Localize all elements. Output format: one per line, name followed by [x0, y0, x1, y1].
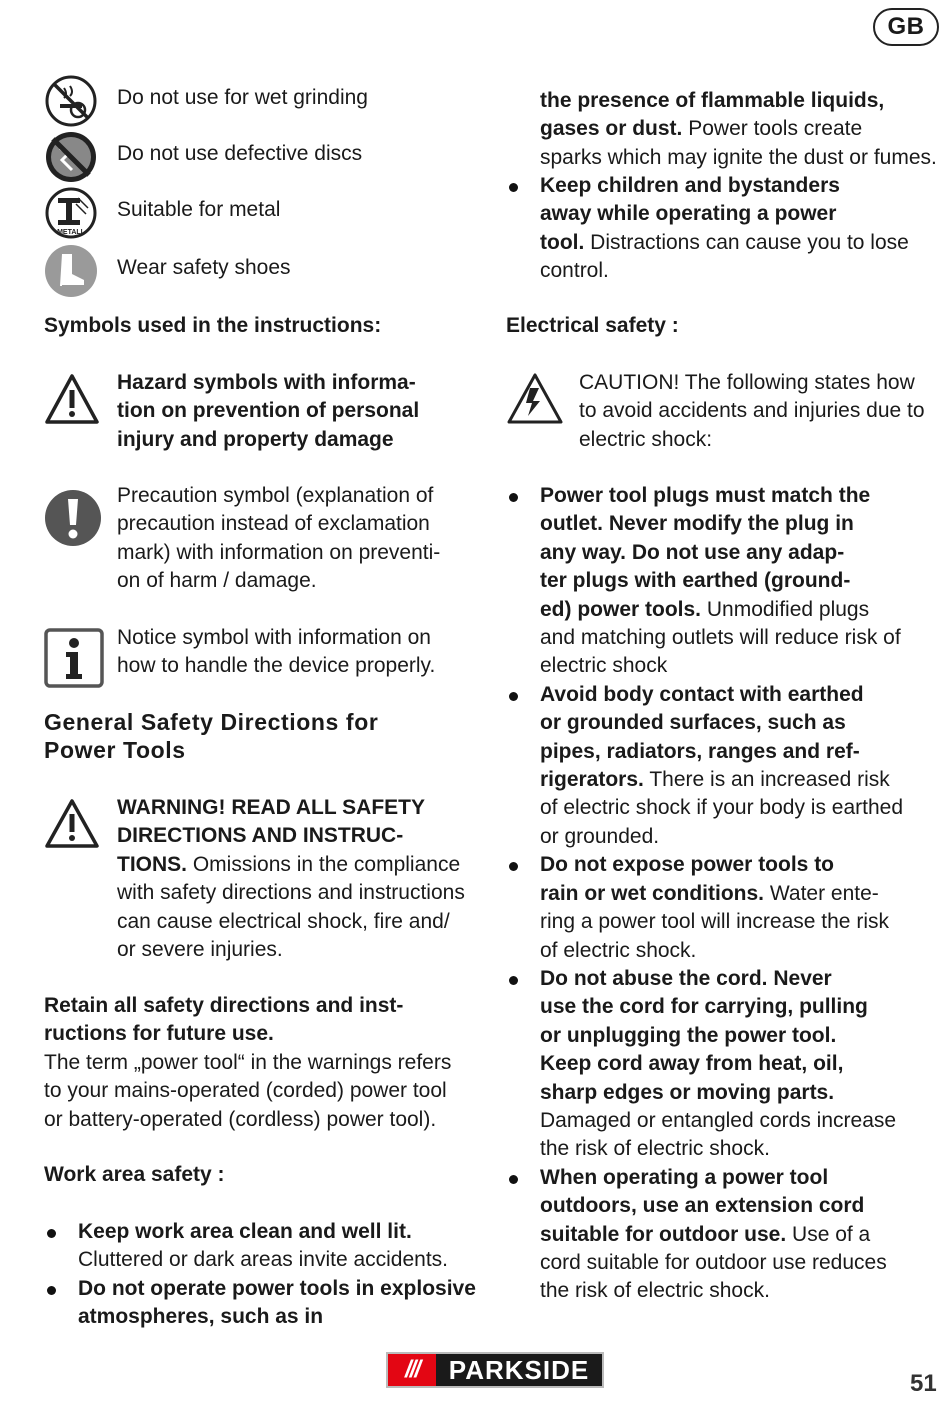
symbol-row-wet-grinding: [44, 74, 484, 130]
text-span: Unmodified plugs: [701, 597, 870, 621]
text-line: ructions for future use.: [44, 1022, 274, 1046]
text-line: Power tool plugs must match the: [540, 484, 871, 507]
text-line: or unplugging the power tool.: [540, 1023, 837, 1047]
bold-span: Do not operate power tools in explosive atmospheres, such as in: [78, 1276, 476, 1329]
text-line: of electric shock if your body is earthed: [540, 796, 904, 820]
hazard-description: Hazard symbols with informa- tion on prevention of personal injury and property damage: [117, 371, 420, 451]
precaution-description: [117, 482, 440, 596]
bold-span: TIONS.: [117, 852, 188, 876]
text-line: WARNING! READ ALL SAFETY: [117, 796, 425, 819]
bullet-icon: [509, 493, 518, 502]
bold-span: suitable for outdoor use.: [540, 1222, 787, 1246]
text-span: Distractions can cause you to lose: [584, 230, 909, 254]
text-line: the presence of flammable liquids,: [540, 89, 885, 112]
text-line: [540, 229, 950, 257]
precaution-exclamation-icon: [44, 489, 102, 547]
logo-stripes: ///: [404, 1356, 419, 1383]
text-span: Omissions in the compliance: [187, 852, 461, 876]
text-line: ring a power tool will increase the risk: [540, 910, 889, 934]
text-line: electric shock: [540, 654, 668, 678]
text-line: outdoors, use an extension cord: [540, 1194, 865, 1218]
safety-shoes-icon: [44, 244, 98, 298]
work-area-list: [44, 1218, 484, 1332]
list-item: [506, 965, 950, 1164]
text-span: There is an increased risk: [643, 768, 890, 792]
text-line: Retain all safety directions and inst-: [44, 994, 404, 1017]
language-badge: GB: [873, 8, 939, 46]
bold-span: gases or dust.: [540, 117, 683, 141]
text-line: to avoid accidents and injuries due to: [579, 399, 925, 423]
text-line: or severe injuries.: [117, 938, 283, 962]
text-line: [540, 596, 950, 624]
text-line: to your mains-operated (corded) power tool: [44, 1079, 447, 1103]
text-line: Avoid body contact with earthed: [540, 682, 864, 706]
text-line: sparks which may ignite the dust or fumes.: [540, 145, 937, 169]
page-number: 51: [910, 1370, 937, 1397]
text-line: [540, 766, 950, 794]
text-line: outlet. Never modify the plug in: [540, 512, 854, 536]
text-line: precaution instead of exclamation: [117, 512, 430, 536]
text-line: or grounded.: [540, 824, 660, 848]
heading-line: General Safety Directions for: [44, 709, 379, 735]
notice-description: [117, 624, 435, 681]
list-item: [44, 1275, 484, 1332]
electrical-safety-heading: Electrical safety :: [506, 314, 679, 337]
flammable-continuation: [540, 87, 950, 172]
text-line: electric shock:: [579, 427, 713, 451]
symbol-label: Do not use defective discs: [117, 142, 363, 165]
metal-icon-text: METALL: [57, 229, 85, 236]
text-line: Do not expose power tools to: [540, 853, 835, 877]
text-line: use the cord for carrying, pulling: [540, 995, 868, 1019]
symbol-label: Do not use for wet grinding: [117, 86, 368, 109]
text-line: or grounded surfaces, such as: [540, 711, 846, 735]
text-line: Precaution symbol (explanation of: [117, 484, 434, 507]
text-line: and matching outlets will reduce risk of: [540, 626, 901, 650]
text-line: The term „power tool“ in the warnings refers: [44, 1051, 452, 1074]
bullet-icon: [509, 976, 518, 985]
heading-line: Power Tools: [44, 737, 186, 764]
bullet-icon: [509, 862, 518, 871]
symbols-heading: Symbols used in the instructions:: [44, 314, 382, 337]
text-line: cord suitable for outdoor use reduces: [540, 1250, 887, 1274]
text-line: Keep children and bystanders: [540, 174, 840, 197]
logo-text: PARKSIDE: [436, 1354, 602, 1386]
bullet-icon: [509, 692, 518, 701]
hazard-warning-icon: [44, 372, 100, 428]
text-line: of electric shock.: [540, 938, 697, 962]
text-line: can cause electrical shock, fire and/: [117, 909, 450, 933]
list-item: [506, 482, 950, 681]
list-item: [506, 1164, 950, 1306]
list-item: [506, 681, 950, 851]
text-span: Cluttered or dark areas invite accidents.: [78, 1248, 449, 1272]
bold-span: ed) power tools.: [540, 597, 702, 621]
symbol-row-safety-shoes: [44, 244, 484, 300]
retain-instructions: [44, 992, 403, 1049]
text-line: sharp edges or moving parts.: [540, 1080, 835, 1104]
text-line: with safety directions and instructions: [117, 881, 465, 905]
warning-triangle-icon: [44, 798, 100, 850]
general-safety-heading: [44, 708, 378, 765]
symbol-label: Suitable for metal: [117, 198, 281, 221]
info-notice-icon: [44, 628, 104, 688]
work-area-heading: Work area safety :: [44, 1163, 225, 1186]
text-span: Power tools create: [682, 117, 863, 141]
text-line: the risk of electric shock.: [540, 1137, 770, 1161]
bold-span: rigerators.: [540, 768, 644, 792]
text-line: on of harm / damage.: [117, 569, 317, 593]
bullet-icon: [47, 1229, 56, 1238]
text-line: When operating a power tool: [540, 1165, 829, 1189]
parkside-logo: [386, 1352, 604, 1388]
metal-icon: [44, 186, 98, 240]
bold-span: Keep work area clean and well lit.: [78, 1220, 412, 1243]
symbol-row-metal: [44, 186, 484, 242]
bold-span: rain or wet conditions.: [540, 881, 765, 905]
text-line: or battery-operated (cordless) power tool).: [44, 1107, 437, 1131]
text-line: DIRECTIONS AND INSTRUC-: [117, 824, 404, 848]
text-line: away while operating a power: [540, 202, 837, 226]
text-line: ter plugs with earthed (ground-: [540, 569, 851, 593]
text-span: Water ente-: [764, 881, 879, 905]
text-line: [540, 880, 950, 908]
text-line: how to handle the device properly.: [117, 654, 436, 678]
text-line: Notice symbol with information on: [117, 626, 431, 649]
no-wet-grinding-icon: [44, 74, 98, 128]
text-line: Do not abuse the cord. Never: [540, 966, 832, 990]
bullet-icon: [509, 1175, 518, 1184]
list-item: [44, 1218, 484, 1275]
symbol-row-defective-discs: [44, 130, 484, 186]
symbol-label: Wear safety shoes: [117, 256, 291, 279]
text-line: mark) with information on preventi-: [117, 540, 441, 564]
electrical-safety-list: [506, 482, 950, 1306]
bullet-icon: [509, 183, 518, 192]
text-line: pipes, radiators, ranges and ref-: [540, 739, 860, 763]
electric-shock-warning-icon: [506, 372, 564, 426]
text-line: any way. Do not use any adap-: [540, 540, 845, 564]
list-item: [506, 172, 950, 286]
warning-paragraph: [117, 794, 497, 964]
text-line: the risk of electric shock.: [540, 1279, 770, 1303]
text-line: [117, 851, 497, 879]
no-defective-discs-icon: [44, 130, 98, 184]
children-list: [506, 172, 950, 286]
term-definition: [44, 1049, 451, 1134]
bullet-icon: [47, 1286, 56, 1295]
list-item: [506, 851, 950, 965]
text-line: Keep cord away from heat, oil,: [540, 1052, 844, 1076]
text-line: CAUTION! The following states how: [579, 371, 915, 394]
text-line: [540, 115, 950, 143]
text-line: Damaged or entangled cords increase: [540, 1108, 897, 1132]
text-line: [540, 1221, 950, 1249]
text-line: control.: [540, 259, 609, 283]
caution-description: [579, 369, 925, 454]
bold-span: tool.: [540, 230, 585, 254]
text-span: Use of a: [786, 1222, 871, 1246]
